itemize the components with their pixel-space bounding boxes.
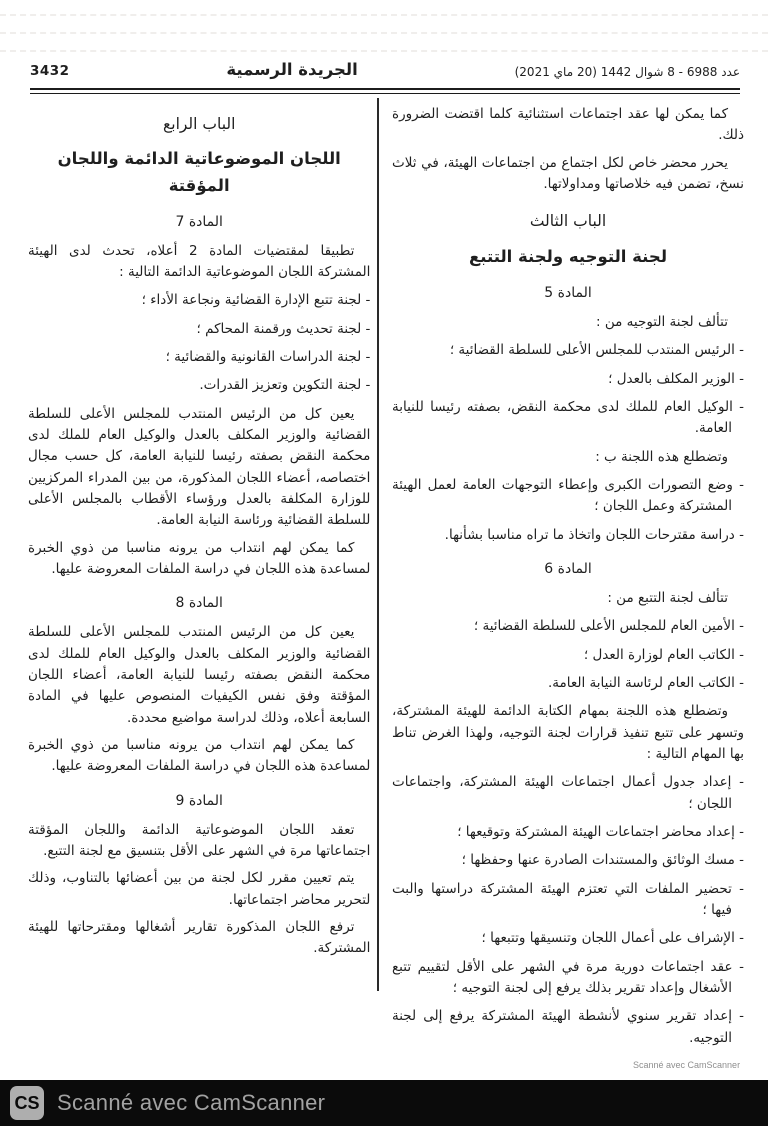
list-item: - الكاتب العام لرئاسة النيابة العامة. xyxy=(548,675,744,692)
article-heading: المادة 8 xyxy=(175,595,223,612)
paragraph: كما يمكن لهم انتداب من يرونه مناسبا من ذوي الخبرة لمساعدة هذه اللجان في دراسة الملفات المعروضة عليها. xyxy=(28,737,371,775)
article-heading: المادة 7 xyxy=(175,213,223,230)
gazette-title: الجريدة الرسمية xyxy=(226,60,358,79)
paragraph: كما يمكن لها عقد اجتماعات استثنائية كلما اقتضت الضرورة ذلك. xyxy=(392,106,744,144)
list-item: - لجنة الدراسات القانونية والقضائية ؛ xyxy=(165,349,371,366)
paragraph: يحرر محضر خاص لكل اجتماع من اجتماعات الهيئة، في ثلاث نسخ، تضمن فيه خلاصاتها ومداولاتها. xyxy=(392,154,744,192)
paragraph: يعين كل من الرئيس المنتدب للمجلس الأعلى للسلطة القضائية والوزير المكلف بالعدل والوكيل العام للملك لدى محكمة النقض بصفته رئيسا للنيابة العامة، أعضاء اللجان المؤقتة وفق نفس الكيفيات المنصوص عليها في المادة السابعة أعلاه، وذلك لدراسة مواضيع محددة. xyxy=(28,624,371,726)
page-number: 3432 xyxy=(30,63,70,79)
two-column-body xyxy=(28,98,744,1076)
article-heading: المادة 6 xyxy=(544,560,592,577)
article-heading: المادة 9 xyxy=(175,792,223,809)
list-item: - الكاتب العام لوزارة العدل ؛ xyxy=(583,646,744,663)
camscanner-logo-icon: CS xyxy=(10,1086,44,1120)
paragraph: يعين كل من الرئيس المنتدب للمجلس الأعلى للسلطة القضائية والوزير المكلف بالعدل والوكيل العام للملك لدى محكمة النقض بصفته رئيسا للنيابة العامة، كل حسب مجال اختصاصه، أعضاء اللجان المذكورة، من بين المدراء المركزيين للوزارة المكلفة بالعدل ورؤساء الأقطاب بالمجلس الأعلى للسلطة القضائية ورئاسة النيابة العامة. xyxy=(28,405,371,529)
paragraph: يتم تعيين مقرر لكل لجنة من بين أعضائها بالتناوب، وذلك لتحرير محاضر اجتماعاتها. xyxy=(28,870,371,908)
chapter-heading: الباب الثالث xyxy=(529,212,607,231)
list-item: - الأمين العام للمجلس الأعلى للسلطة القضائية ؛ xyxy=(473,618,744,635)
paragraph: ترفع اللجان المذكورة تقارير أشغالها ومقترحاتها للهيئة المشتركة. xyxy=(28,919,371,957)
camscanner-watermark-text: Scanné avec CamScanner xyxy=(57,1090,326,1115)
list-item: - مسك الوثائق والمستندات الصادرة عنها وحفظها ؛ xyxy=(461,852,744,869)
list-item: - الإشراف على أعمال اللجان وتنسيقها وتتبعها ؛ xyxy=(481,930,744,947)
paragraph: تتألف لجنة التوجيه من : xyxy=(596,313,728,330)
paragraph: وتضطلع هذه اللجنة بمهام الكتابة الدائمة للهيئة المشتركة، وتسهر على تتبع تنفيذ قرارات لجنة التوجيه، ولهذا الغرض تناط بها المهام التالية : xyxy=(392,703,744,762)
column-divider xyxy=(377,98,379,991)
right-column xyxy=(392,98,744,1076)
list-item: - لجنة التكوين وتعزيز القدرات. xyxy=(199,377,371,394)
camscanner-footer-bar xyxy=(0,1080,768,1126)
title-heading: لجنة التوجيه ولجنة التتبع xyxy=(468,246,668,266)
paragraph: وتضطلع هذه اللجنة ب : xyxy=(595,448,728,465)
issue-info: عدد 6988 - 8 شوال 1442 (20 ماي 2021) xyxy=(514,65,740,79)
paragraph: تطبيقا لمقتضيات المادة 2 أعلاه، تحدث لدى الهيئة المشتركة اللجان الموضوعاتية الدائمة التالية : xyxy=(28,242,371,281)
list-item: - الوزير المكلف بالعدل ؛ xyxy=(608,370,744,387)
left-column xyxy=(28,98,370,1076)
camscanner-watermark-small: Scanné avec CamScanner xyxy=(633,1060,741,1070)
article-heading: المادة 5 xyxy=(544,284,592,301)
paragraph: كما يمكن لهم انتداب من يرونه مناسبا من ذوي الخبرة لمساعدة هذه اللجان في دراسة الملفات المعروضة عليها. xyxy=(28,539,371,577)
paragraph: تتألف لجنة التتبع من : xyxy=(607,590,728,607)
list-item: - الرئيس المنتدب للمجلس الأعلى للسلطة القضائية ؛ xyxy=(449,342,744,359)
list-item: - الوكيل العام للملك لدى محكمة النقض، بصفته رئيسا للنيابة العامة. xyxy=(392,398,744,437)
list-item: - عقد اجتماعات دورية مرة في الشهر على الأقل لتقييم تتبع الأشغال وإعداد تقرير بذلك يرفع إلى لجنة التوجيه ؛ xyxy=(392,958,744,996)
list-item: - تحضير الملفات التي تعتزم الهيئة المشتركة دراستها والبت فيها ؛ xyxy=(392,880,744,918)
title-heading: اللجان الموضوعاتية الدائمة واللجان المؤقتة xyxy=(57,149,341,195)
paragraph: تعقد اللجان الموضوعاتية الدائمة واللجان المؤقتة اجتماعاتها مرة في الشهر على الأقل بتنسيق مع لجنة التتبع. xyxy=(28,821,371,860)
list-item: - إعداد محاضر اجتماعات الهيئة المشتركة وتوقيعها ؛ xyxy=(457,823,744,840)
list-item: - لجنة تتبع الإدارة القضائية ونجاعة الأداء ؛ xyxy=(141,292,371,309)
list-item: - دراسة مقترحات اللجان واتخاذ ما تراه مناسبا بشأنها. xyxy=(444,526,744,543)
list-item: - إعداد جدول أعمال اجتماعات الهيئة المشتركة، واجتماعات اللجان ؛ xyxy=(392,774,744,812)
page-header xyxy=(30,60,740,79)
chapter-heading: الباب الرابع xyxy=(163,115,236,133)
header-double-rule xyxy=(30,88,740,94)
list-item: - إعداد تقرير سنوي لأنشطة الهيئة المشتركة يرفع إلى لجنة التوجيه. xyxy=(392,1008,744,1046)
list-item: - وضع التصورات الكبرى وإعطاء التوجهات العامة لعمل الهيئة المشتركة وعمل اللجان ؛ xyxy=(392,476,744,515)
list-item: - لجنة تحديث ورقمنة المحاكم ؛ xyxy=(196,320,371,337)
